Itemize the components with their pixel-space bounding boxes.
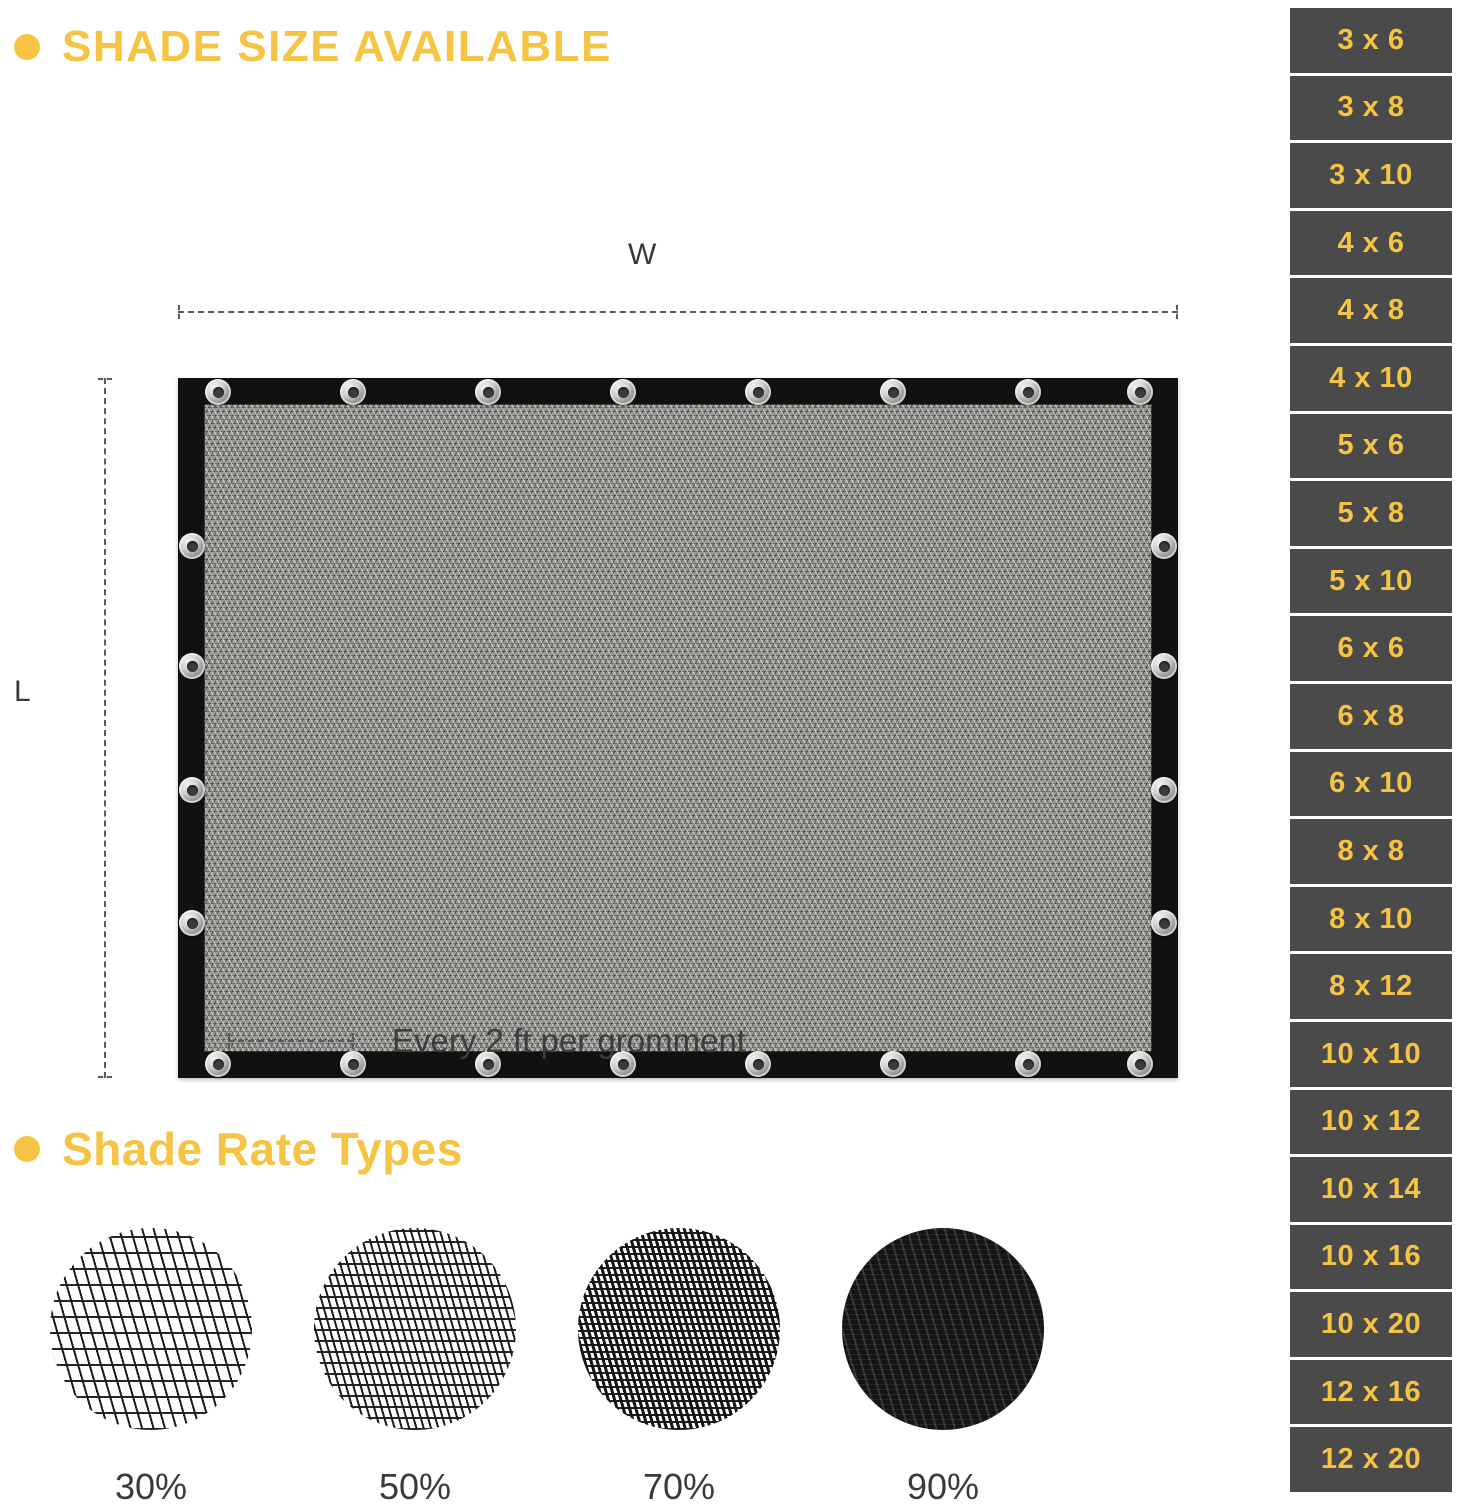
grommet-spacing-text: Every 2 ft per gromment [392,1022,746,1059]
bullet-icon [14,34,40,60]
size-list-column [1290,0,1460,1500]
swatch-cell [40,1228,262,1508]
size-chip: 12 x 20 [1290,1427,1452,1492]
grommet [880,379,906,405]
size-chip: 6 x 6 [1290,616,1452,681]
grommet [610,379,636,405]
grommet [745,379,771,405]
grommet [179,777,205,803]
swatch-cell [832,1228,1054,1508]
shade-rate-label: 90% [906,1466,980,1507]
grommet [1127,1051,1153,1077]
shade-cloth-illustration [178,378,1178,1078]
grommet [1151,910,1177,936]
size-chip: 10 x 16 [1290,1225,1452,1290]
width-dimension-label: W [628,238,657,271]
shade-rate-swatch-30 [50,1228,252,1430]
grommet [1127,379,1153,405]
width-measure-cap-right [1176,305,1178,319]
grommet [1151,533,1177,559]
shade-rate-swatch-row [40,1228,1140,1508]
size-chip: 4 x 10 [1290,346,1452,411]
grommet [745,1051,771,1077]
size-chip: 3 x 10 [1290,143,1452,208]
size-chip: 10 x 14 [1290,1157,1452,1222]
size-chip: 8 x 10 [1290,887,1452,952]
size-chip: 5 x 8 [1290,481,1452,546]
shade-rate-label: 50% [378,1466,452,1507]
grommet [179,910,205,936]
grommet [179,653,205,679]
grommet [1015,379,1041,405]
width-measure-line [178,305,1178,319]
spacing-dashes [228,1040,354,1042]
rate-section-heading [14,1122,463,1176]
size-chip: 6 x 10 [1290,752,1452,817]
grommet [1151,777,1177,803]
length-measure-line [98,378,112,1078]
grommet [1015,1051,1041,1077]
shade-rate-swatch-70 [578,1228,780,1430]
rate-heading-text: Shade Rate Types [62,1123,463,1175]
grommet [1151,653,1177,679]
shade-rate-swatch-50 [314,1228,516,1430]
size-section-heading [14,22,612,72]
grommet [179,533,205,559]
size-chip: 5 x 10 [1290,549,1452,614]
shade-rate-label: 30% [114,1466,188,1507]
width-measure-dashes [178,311,1178,313]
size-chip: 3 x 8 [1290,76,1452,141]
size-list [1290,8,1452,1492]
grommet-spacing-note [228,1022,746,1060]
grommet-spacing-measure [228,1033,354,1049]
grommet [880,1051,906,1077]
size-chip: 10 x 12 [1290,1090,1452,1155]
swatch-cell [568,1228,790,1508]
size-chip: 10 x 20 [1290,1292,1452,1357]
size-chip: 6 x 8 [1290,684,1452,749]
bullet-icon [14,1136,40,1162]
grommet [205,379,231,405]
size-chip: 10 x 10 [1290,1022,1452,1087]
grommet [475,379,501,405]
size-chip: 4 x 8 [1290,278,1452,343]
size-chip: 4 x 6 [1290,211,1452,276]
size-heading-text: SHADE SIZE AVAILABLE [62,22,612,71]
size-chip: 12 x 16 [1290,1360,1452,1425]
length-measure-dashes [104,378,106,1078]
size-chip: 8 x 8 [1290,819,1452,884]
size-chip: 5 x 6 [1290,414,1452,479]
mesh-fabric-texture [204,404,1152,1052]
shade-rate-label: 70% [642,1466,716,1507]
size-chip: 3 x 6 [1290,8,1452,73]
shade-dimension-diagram [0,110,1260,1090]
shade-rate-swatch-90 [842,1228,1044,1430]
length-dimension-label: L [14,675,31,708]
length-measure-cap-bottom [98,1076,112,1078]
size-chip: 8 x 12 [1290,954,1452,1019]
grommet [340,379,366,405]
spacing-cap-right [352,1033,354,1049]
swatch-cell [304,1228,526,1508]
